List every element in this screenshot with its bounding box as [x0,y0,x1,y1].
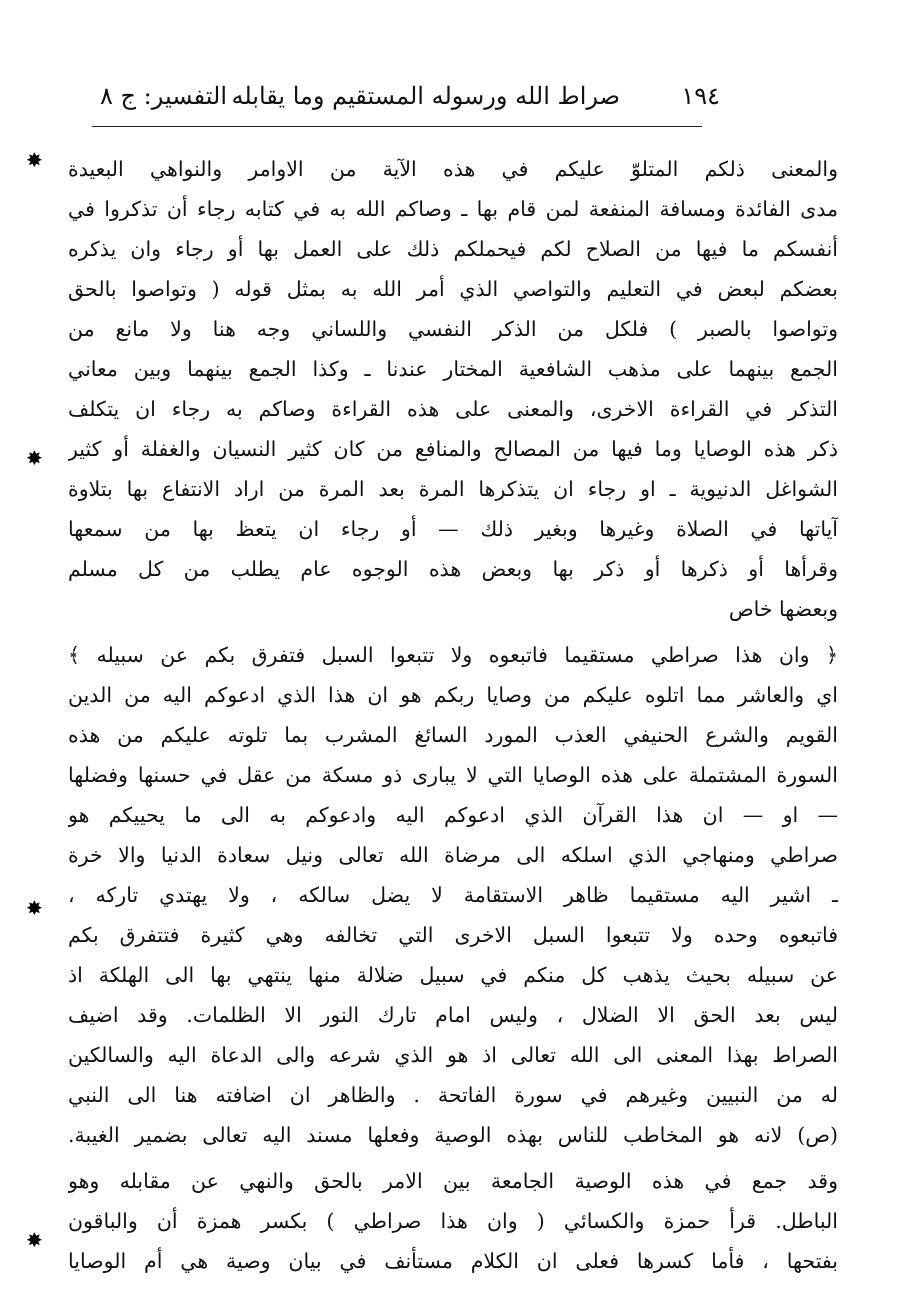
text-line: فاتبعوه وحده ولا تتبعوا السبل الاخرى التي تخالفه وهي كثيرة فتتفرق بكم [68,923,838,947]
text-line: له من النبيين وغيرهم في سورة الفاتحة . والظاهر ان اضافته هنا الى النبي [68,1083,838,1107]
text-line: وبعضها خاص [728,597,838,621]
text-line: عن سبيله بحيث يذهب كل منكم في سبيل ضلالة منها ينتهي بها الى الهلكة اذ [68,963,838,987]
text-line: أنفسكم ما فيها من الصلاح لكم فيحملكم ذلك على العمل بها أو رجاء وان يذكره [68,237,838,261]
text-line: الشواغل الدنيوية ـ او رجاء ان يتذكرها المرة بعد المرة من اراد الانتفاع بها بتلاوة [68,477,838,501]
text-line: السورة المشتملة على هذه الوصايا التي لا يبارى ذو مسكة من عقل في حسنها وفضلها [68,763,838,787]
margin-star-icon: ✸ [26,446,43,470]
text-line: الصراط بهذا المعنى الى الله تعالى اذ هو الذي شرعه والى الدعاة اليه والسالكين [68,1043,838,1067]
text-line: التذكر في القراءة الاخرى، والمعنى على هذه القراءة وصاكم به رجاء ان يتكلف [68,397,838,421]
text-line: وقرأها أو ذكرها أو ذكر بها وبعض هذه الوجوه عام يطلب من كل مسلم [68,557,838,581]
text-line: بعضكم لبعض في التعليم والتواصي الذي أمر الله به بمثل قوله ( وتواصوا بالحق [68,277,838,301]
text-line: (ص) لانه هو المخاطب للناس بهذه الوصية وفعلها مسند اليه تعالى بضمير الغيبة. [68,1123,838,1147]
text-line: آياتها في الصلاة وغيرها وبغير ذلك — أو رجاء ان يتعظ بها من سمعها [68,517,838,541]
running-title: صراط الله ورسوله المستقيم وما يقابله [231,82,620,110]
header-rule [92,126,702,127]
text-line: اي والعاشر مما اتلوه عليكم من وصايا ربكم هو ان هذا الذي ادعوكم اليه من الدين [68,683,838,707]
text-line: الباطل. قرأ حمزة والكسائي ( وان هذا صراطي ) بكسر همزة أن والباقون [68,1209,838,1233]
text-line: — او — ان هذا القرآن الذي ادعوكم اليه وادعوكم به الى ما يحييكم هو [68,803,838,827]
text-line: ذكر هذه الوصايا وما فيها من المصالح والمنافع من كان كثير النسيان والغفلة أو كثير [68,437,838,461]
text-line: صراطي ومنهاجي الذي اسلكه الى مرضاة الله تعالى ونيل سعادة الدنيا والا خرة [68,843,838,867]
text-line: والمعنى ذلكم المتلوّ عليكم في هذه الآية من الاوامر والنواهي البعيدة [68,157,838,181]
text-line: الجمع بينهما على مذهب الشافعية المختار عندنا ـ وكذا الجمع بينهما وبين معاني [68,357,838,381]
text-line: ليس بعد الحق الا الضلال ، وليس امام تارك النور الا الظلمات. وقد اضيف [68,1003,838,1027]
text-line: ـ اشير اليه مستقيما ظاهر الاستقامة لا يضل سالكه ، ولا يهتدي تاركه ، [68,883,838,907]
verse-line: ﴿ وان هذا صراطي مستقيما فاتبعوه ولا تتبعوا السبل فتفرق بكم عن سبيله ﴾ [68,643,838,667]
page-number: ١٩٤ [681,82,720,110]
text-line: القويم والشرع الحنيفي العذب المورد السائغ المشرب بما تلوته عليكم من هذه [68,723,838,747]
text-line: بفتحها ، فأما كسرها فعلى ان الكلام مستأنف في بيان وصية هي أم الوصايا [68,1249,838,1273]
margin-star-icon: ✸ [26,148,43,172]
margin-star-icon: ✸ [26,1228,43,1252]
margin-star-icon: ✸ [26,896,43,920]
text-line: وقد جمع في هذه الوصية الجامعة بين الامر بالحق والنهي عن مقابله وهو [68,1169,838,1193]
text-line: وتواصوا بالصبر ) فلكل من الذكر النفسي واللساني وجه هنا ولا مانع من [68,317,838,341]
book-volume: التفسير: ج ٨ [100,82,227,110]
running-header [100,82,720,122]
text-line: مدى الفائدة ومسافة المنفعة لمن قام بها ـ وصاكم الله به في كتابه رجاء أن تذكروا في [68,197,838,221]
